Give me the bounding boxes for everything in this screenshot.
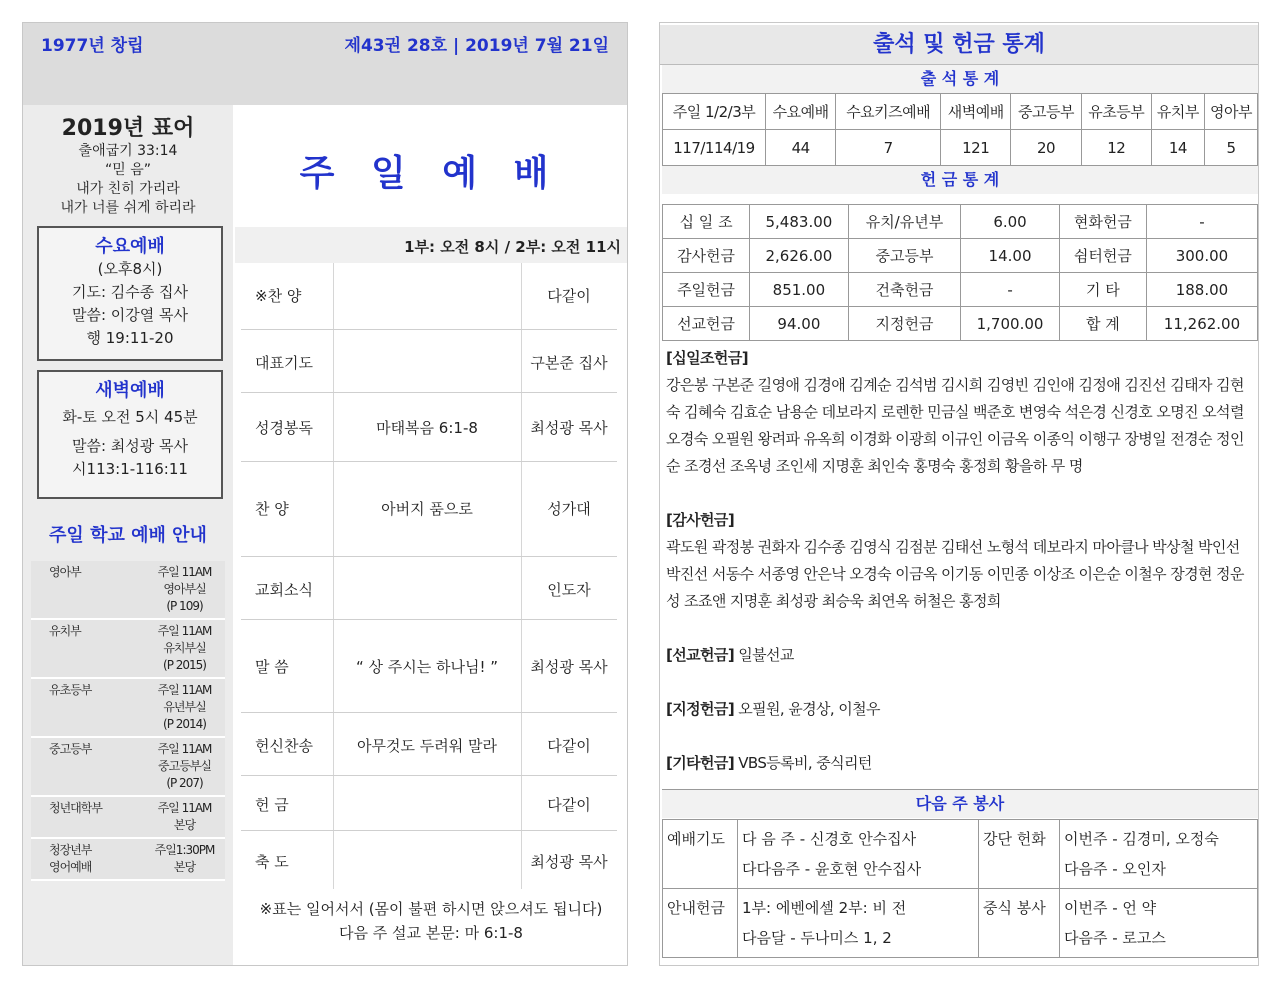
- value-cell: 44: [765, 130, 835, 166]
- header-cell: 유초등부: [1081, 94, 1151, 130]
- offering-label: 쉼터헌금: [1059, 239, 1146, 273]
- room-line: 영아부실: [163, 582, 206, 596]
- order-leader: 최성광 목사: [530, 658, 608, 676]
- order-row: [241, 462, 617, 557]
- order-item: 교회소식: [255, 581, 313, 599]
- time-line: 주일 11AM: [157, 683, 212, 697]
- order-row: [241, 620, 617, 713]
- thanks-names: 곽도원 곽정봉 권화자 김수종 김영식 김점분 김태선 노형석 데보라지 마아클나 박상철 박인선 박진선 서동수 서종영 안은낙 오경숙 이금옥 이기동 이민종 이상조 이은순 이철우 장경현 정운성 조죠앤 지명훈 최성광 최승욱 최연옥 허철은 홍정희: [666, 538, 1244, 610]
- order-row: [241, 263, 617, 330]
- service-times-bar: [235, 227, 627, 263]
- header-cell: 유치부: [1151, 94, 1204, 130]
- order-row: [241, 330, 617, 393]
- order-leader: 최성광 목사: [530, 853, 608, 871]
- school-schedule-title: 주일 학교 예배 안내: [49, 525, 207, 546]
- dawn-service-box: [37, 370, 223, 499]
- order-row: [241, 557, 617, 620]
- table-row: [663, 820, 1258, 889]
- dept-cell: 영아부: [31, 561, 144, 619]
- dept-cell: 중고등부: [31, 737, 144, 796]
- offering-amount: 1,700.00: [961, 307, 1060, 341]
- prayer-line: 다 음 주 - 신경호 안수집사: [742, 830, 917, 848]
- order-leader: 성가대: [547, 500, 591, 518]
- lunch-label: 중식 봉사: [979, 889, 1060, 958]
- table-row: [663, 239, 1258, 273]
- order-item: 축 도: [255, 853, 289, 871]
- order-content: “ 상 주시는 하나님! ”: [355, 658, 499, 676]
- table-row: [663, 307, 1258, 341]
- order-item: ※찬 양: [255, 287, 302, 305]
- room-line: 본당: [173, 860, 196, 874]
- usher-label: 안내헌금: [663, 889, 738, 958]
- order-item: 대표기도: [255, 354, 313, 372]
- mission-section: [666, 642, 1254, 669]
- other-label: [기타헌금]: [666, 754, 735, 772]
- offering-table: [662, 204, 1258, 341]
- usher-line: 다음달 - 두나미스 1, 2: [742, 929, 892, 947]
- motto-line: 출애굽기 33:14: [78, 143, 178, 159]
- room-number: (P 109): [166, 599, 203, 613]
- standing-note: ※표는 일어서서 (몸이 불편 하시면 앉으셔도 됩니다): [259, 900, 603, 918]
- offering-amount: -: [961, 273, 1060, 307]
- room-number: (P 2015): [163, 658, 206, 672]
- room-number: (P 207): [166, 776, 203, 790]
- order-leader: 인도자: [547, 581, 591, 599]
- order-row: [241, 831, 617, 889]
- order-item: 말 씀: [255, 658, 289, 676]
- sunday-service-title: 주 일 예 배: [299, 153, 561, 194]
- offering-label: 현화헌금: [1059, 205, 1146, 239]
- table-row: [31, 796, 225, 838]
- next-week-heading: 다음 주 봉사: [662, 789, 1258, 818]
- offering-amount: 14.00: [961, 239, 1060, 273]
- prayer-label: 예배기도: [663, 820, 738, 889]
- tithe-section: [666, 345, 1254, 480]
- value-cell: 117/114/19: [663, 130, 766, 166]
- value-cell: 121: [941, 130, 1011, 166]
- order-item: 찬 양: [255, 500, 289, 518]
- motto-title: 2019년 표어: [61, 116, 195, 141]
- order-item: 성경봉독: [255, 419, 313, 437]
- offering-amount: 6.00: [961, 205, 1060, 239]
- table-row: [663, 889, 1258, 958]
- header-cell: 중고등부: [1011, 94, 1081, 130]
- stats-title: 출석 및 헌금 통계: [660, 25, 1258, 65]
- designated-section: [666, 696, 1254, 723]
- prayer-line: 다다음주 - 윤호현 안수집사: [742, 860, 922, 878]
- offering-label: 합 계: [1059, 307, 1146, 341]
- tithe-label: [십일조헌금]: [666, 349, 748, 367]
- motto-line: “믿 음”: [104, 162, 151, 178]
- order-item: 헌 금: [255, 796, 289, 814]
- dawn-line: 말씀: 최성광 목사: [71, 437, 189, 455]
- lunch-line: 이번주 - 언 약: [1064, 899, 1157, 917]
- time-cell: [144, 561, 225, 619]
- table-row: [663, 273, 1258, 307]
- header-cell: 주일 1/2/3부: [663, 94, 766, 130]
- flower-line: 다음주 - 오인자: [1064, 860, 1166, 878]
- prayer-value: [738, 820, 979, 889]
- order-of-worship: [241, 263, 617, 889]
- wednesday-line: (오후8시): [97, 260, 163, 278]
- thanks-label: [감사헌금]: [666, 511, 735, 529]
- order-content: 마태복음 6:1-8: [376, 419, 478, 437]
- dept-cell: 유치부: [31, 619, 144, 678]
- offering-label: 유치/유년부: [848, 205, 961, 239]
- offering-label: 감사헌금: [663, 239, 750, 273]
- other-names: VBS등록비, 중식리턴: [734, 754, 872, 772]
- time-cell: [144, 678, 225, 737]
- order-row: [241, 776, 617, 831]
- usher-line: 1부: 에벤에셀 2부: 비 전: [742, 899, 907, 917]
- header-cell: 수요키즈예배: [836, 94, 941, 130]
- value-cell: 7: [836, 130, 941, 166]
- dept-cell: 청장년부 영어예배: [31, 838, 144, 880]
- order-content: 아버지 품으로: [381, 500, 473, 518]
- offering-amount: 300.00: [1146, 239, 1257, 273]
- table-row: [31, 737, 225, 796]
- dawn-title: 새벽예배: [95, 380, 165, 401]
- offering-label: 주일헌금: [663, 273, 750, 307]
- room-number: (P 2014): [163, 717, 206, 731]
- next-week-table: [662, 819, 1258, 958]
- lunch-value: [1060, 889, 1258, 958]
- table-row: [663, 94, 1258, 130]
- room-line: 유치부실: [163, 641, 206, 655]
- offering-label: 기 타: [1059, 273, 1146, 307]
- wednesday-title: 수요예배: [95, 236, 165, 257]
- wednesday-service-box: [37, 226, 223, 361]
- offering-amount: -: [1146, 205, 1257, 239]
- mission-names: 일불선교: [734, 646, 794, 664]
- designated-label: [지정헌금]: [666, 700, 735, 718]
- wednesday-line: 기도: 김수종 집사: [71, 283, 189, 301]
- flower-value: [1060, 820, 1258, 889]
- school-schedule-table: [31, 561, 225, 881]
- time-line: 주일 11AM: [157, 801, 212, 815]
- header-cell: 영아부: [1204, 94, 1257, 130]
- table-row: [663, 205, 1258, 239]
- lunch-line: 다음주 - 로고스: [1064, 929, 1166, 947]
- table-row: [31, 678, 225, 737]
- time-line: 주일1:30PM: [154, 843, 215, 857]
- time-cell: [144, 619, 225, 678]
- offering-amount: 11,262.00: [1146, 307, 1257, 341]
- value-cell: 14: [1151, 130, 1204, 166]
- dept-cell: 유초등부: [31, 678, 144, 737]
- motto-line: 내가 친히 가리라: [76, 181, 180, 197]
- offering-amount: 94.00: [750, 307, 849, 341]
- designated-names: 오필원, 윤경상, 이철우: [734, 700, 880, 718]
- motto-line: 내가 너를 쉬게 하리라: [60, 200, 196, 216]
- value-cell: 20: [1011, 130, 1081, 166]
- time-cell: [144, 737, 225, 796]
- flower-label: 강단 헌화: [979, 820, 1060, 889]
- table-row: [31, 838, 225, 880]
- offering-label: 선교헌금: [663, 307, 750, 341]
- order-content: 아무것도 두려워 말라: [357, 737, 497, 755]
- offering-amount: 851.00: [750, 273, 849, 307]
- flower-line: 이번주 - 김경미, 오정숙: [1064, 830, 1219, 848]
- value-cell: 12: [1081, 130, 1151, 166]
- time-cell: [144, 796, 225, 838]
- dawn-line: 화-토 오전 5시 45분: [62, 408, 198, 426]
- next-sermon: 다음 주 설교 본문: 마 6:1-8: [339, 924, 523, 942]
- wednesday-line: 행 19:11-20: [86, 329, 174, 347]
- other-section: [666, 750, 1254, 777]
- usher-value: [738, 889, 979, 958]
- value-cell: 5: [1204, 130, 1257, 166]
- offering-label: 중고등부: [848, 239, 961, 273]
- issue-text: 제43권 28호 | 2019년 7월 21일: [344, 36, 609, 56]
- offering-amount: 188.00: [1146, 273, 1257, 307]
- bulletin-left-page: [22, 22, 628, 966]
- table-row: [31, 561, 225, 619]
- header-cell: 새벽예배: [941, 94, 1011, 130]
- time-cell: [144, 838, 225, 880]
- header-cell: 수요예배: [765, 94, 835, 130]
- room-line: 본당: [173, 818, 196, 832]
- offering-label: 십 일 조: [663, 205, 750, 239]
- order-row: [241, 393, 617, 462]
- order-leader: 다같이: [547, 287, 591, 305]
- footnote: [235, 897, 627, 945]
- offering-amount: 2,626.00: [750, 239, 849, 273]
- wednesday-line: 말씀: 이강열 목사: [71, 306, 189, 324]
- order-item: 헌신찬송: [255, 737, 313, 755]
- bulletin-right-page: [659, 22, 1259, 966]
- service-times: 1부: 오전 8시 / 2부: 오전 11시: [404, 238, 621, 256]
- table-row: [663, 130, 1258, 166]
- offering-heading: 헌 금 통 계: [662, 166, 1258, 194]
- attendance-heading: 출 석 통 계: [662, 65, 1258, 93]
- header-bar: [23, 23, 627, 105]
- order-leader: 구본준 집사: [530, 354, 608, 372]
- motto-section: [23, 107, 233, 218]
- offering-label: 건축헌금: [848, 273, 961, 307]
- table-row: [31, 619, 225, 678]
- order-leader: 다같이: [547, 737, 591, 755]
- time-line: 주일 11AM: [157, 565, 212, 579]
- room-line: 유년부실: [163, 700, 206, 714]
- offering-label: 지정헌금: [848, 307, 961, 341]
- offering-names: [666, 345, 1254, 777]
- mission-label: [선교헌금]: [666, 646, 735, 664]
- room-line: 중고등부실: [158, 759, 211, 773]
- thanks-section: [666, 507, 1254, 615]
- order-row: [241, 713, 617, 776]
- dawn-line: 시113:1-116:11: [72, 460, 188, 478]
- dept-cell: 청년대학부: [31, 796, 144, 838]
- tithe-names: 강은봉 구본준 길영애 김경애 김계순 김석범 김시희 김영빈 김인애 김정애 김진선 김태자 김현숙 김혜숙 김효순 남용순 데보라지 로렌한 민금실 백준호 변영숙 석은경 신경호 오명진 오석렬 오경숙 오필원 왕려파 유옥희 이경화 이광희 이규인 이금옥 이종익 이행구 장병일 전경순 정인순 조경선 조옥녕 조인세 지명훈 최인숙 홍명숙 홍정희 황을하 무 명: [666, 376, 1244, 475]
- time-line: 주일 11AM: [157, 624, 212, 638]
- time-line: 주일 11AM: [157, 742, 212, 756]
- order-leader: 다같이: [547, 796, 591, 814]
- founded-text: 1977년 창립: [41, 36, 144, 56]
- order-leader: 최성광 목사: [530, 419, 608, 437]
- attendance-table: [662, 93, 1258, 166]
- offering-amount: 5,483.00: [750, 205, 849, 239]
